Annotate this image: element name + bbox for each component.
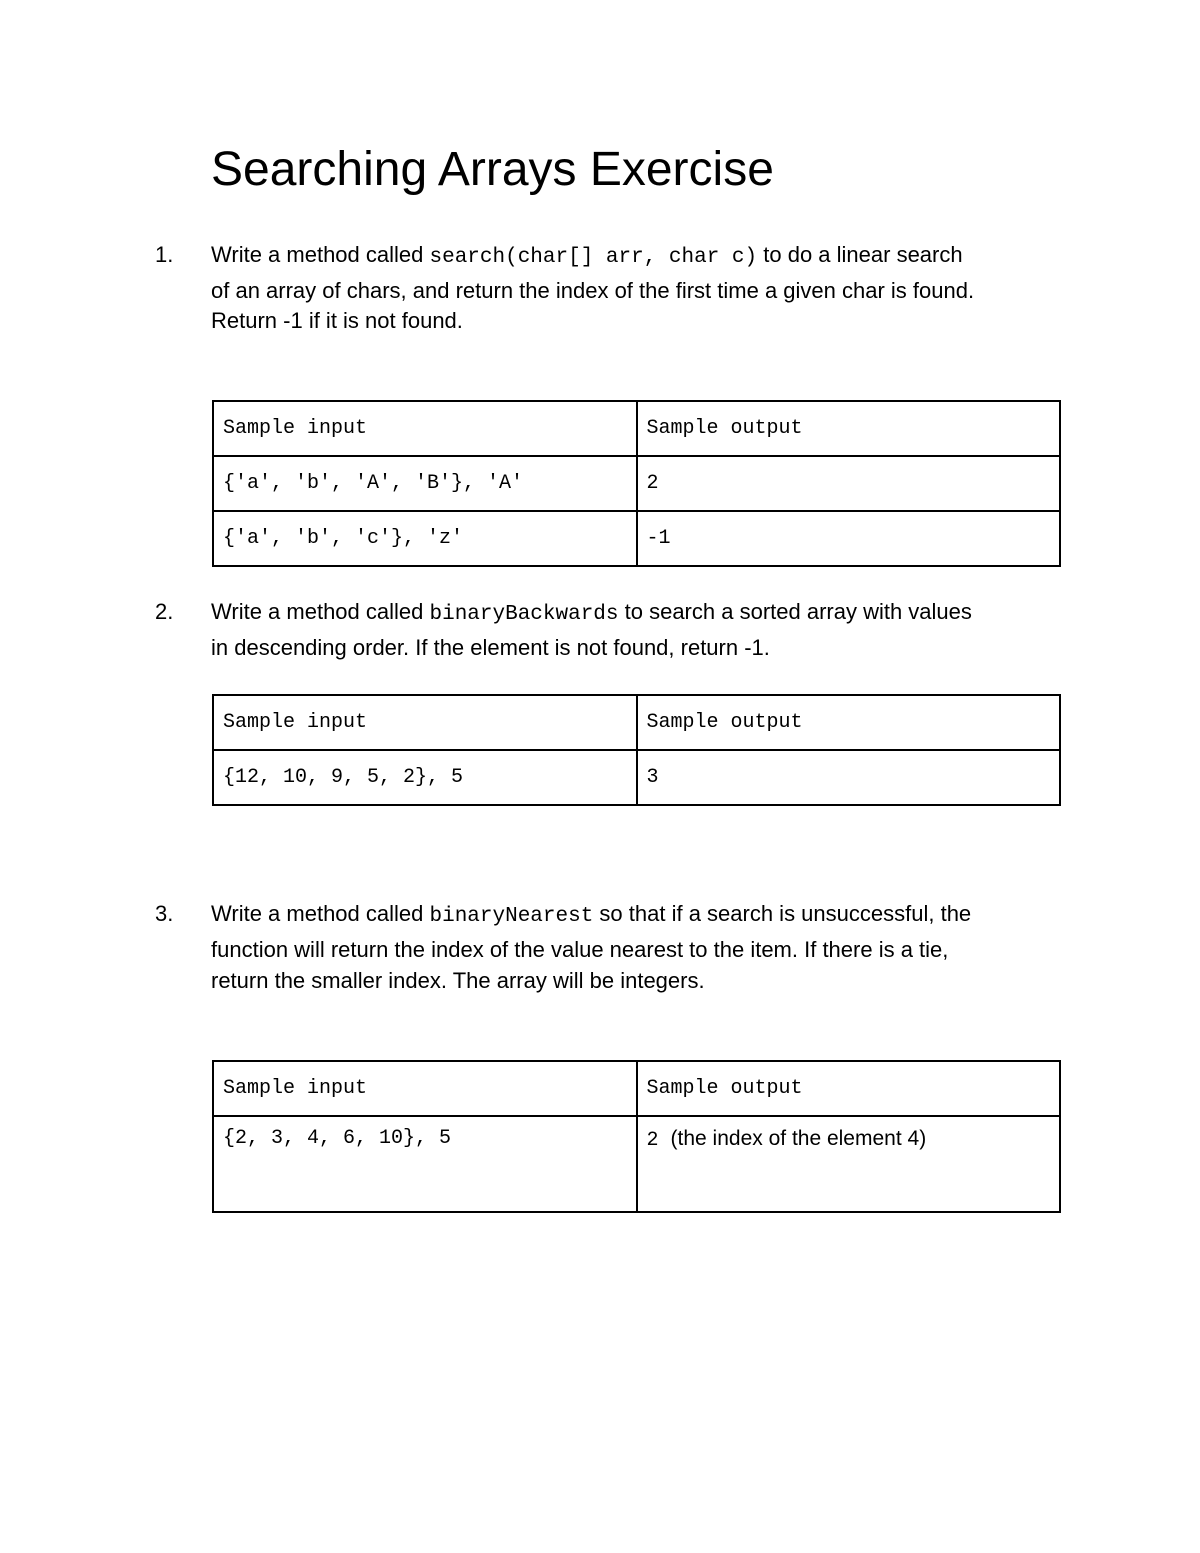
table-header-input: Sample input (213, 1061, 637, 1116)
exercise-description (211, 595, 1071, 664)
table-cell-input: {'a', 'b', 'A', 'B'}, 'A' (213, 456, 637, 511)
output-value: 2 (646, 1129, 659, 1152)
description-line (211, 897, 1071, 933)
table-cell-output: -1 (637, 511, 1061, 566)
table-header-output: Sample output (637, 1061, 1061, 1116)
description-text: so that if a search is unsuccessful, the (593, 901, 972, 926)
description-text: Write a method called (211, 901, 430, 926)
method-name: binaryNearest (429, 905, 594, 928)
table-row (213, 750, 1060, 805)
table-header-row (213, 1061, 1060, 1116)
exercise-description (211, 897, 1071, 997)
page-title: Searching Arrays Exercise (211, 143, 774, 196)
table-row (213, 1116, 1060, 1212)
table-header-output: Sample output (637, 401, 1061, 456)
description-line (211, 595, 1071, 631)
method-name: binaryBackwards (429, 603, 619, 626)
description-line: return the smaller index. The array will be integers. (211, 968, 705, 993)
table-cell-output: 2 (637, 456, 1061, 511)
table-header-input: Sample input (213, 401, 637, 456)
exercise-description (211, 238, 1071, 337)
table-header-row (213, 401, 1060, 456)
output-note: (the index of the element 4) (670, 1127, 927, 1150)
description-line: in descending order. If the element is not found, return -1. (211, 635, 770, 660)
sample-table-1 (212, 400, 1061, 567)
description-text: Write a method called (211, 242, 430, 267)
table-header-row (213, 695, 1060, 750)
exercise-number: 3. (155, 901, 174, 926)
table-header-input: Sample input (213, 695, 637, 750)
description-line (211, 238, 1071, 274)
table-cell-input: {12, 10, 9, 5, 2}, 5 (213, 750, 637, 805)
table-row (213, 456, 1060, 511)
sample-table-3 (212, 1060, 1061, 1213)
description-line: function will return the index of the value nearest to the item. If there is a tie, (211, 937, 949, 962)
table-cell-input: {2, 3, 4, 6, 10}, 5 (213, 1116, 637, 1212)
exercise-number: 1. (155, 242, 174, 267)
description-text: to do a linear search (757, 242, 963, 267)
description-line: of an array of chars, and return the index of the first time a given char is found. (211, 278, 975, 303)
sample-table-2 (212, 694, 1061, 806)
table-cell-output: 3 (637, 750, 1061, 805)
table-header-output: Sample output (637, 695, 1061, 750)
table-cell-output (637, 1116, 1061, 1212)
description-line: Return -1 if it is not found. (211, 308, 463, 333)
table-row (213, 511, 1060, 566)
exercise-number: 2. (155, 599, 174, 624)
description-text: to search a sorted array with values (618, 599, 972, 624)
method-signature: search(char[] arr, char c) (429, 246, 758, 269)
description-text: Write a method called (211, 599, 430, 624)
table-cell-input: {'a', 'b', 'c'}, 'z' (213, 511, 637, 566)
